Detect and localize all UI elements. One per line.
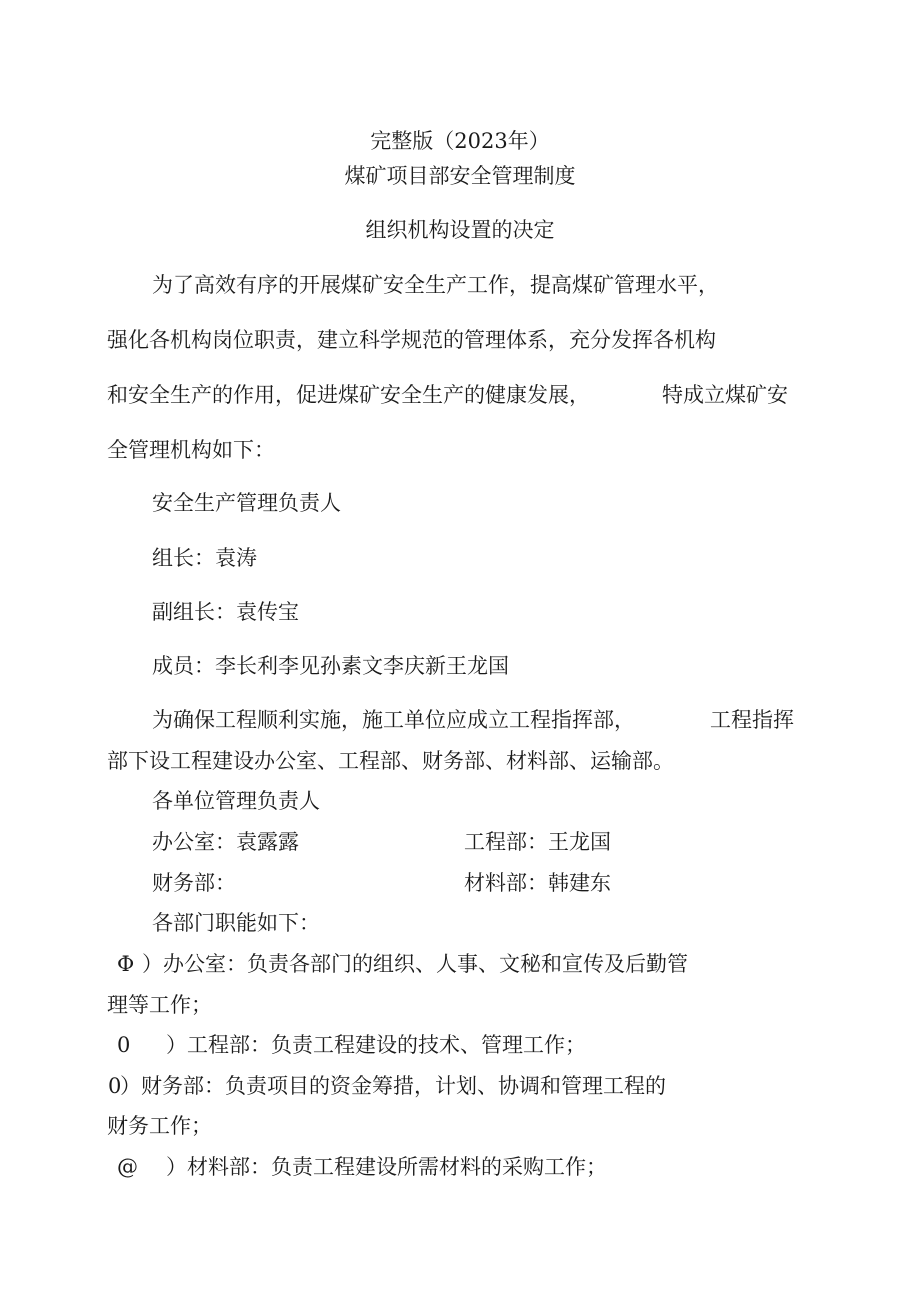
document-title: 组织机构设置的决定 <box>365 218 555 242</box>
function-item-2-marker: 0 <box>117 1033 131 1057</box>
function-item-3-marker: 0 <box>108 1074 122 1098</box>
unit-heads-heading: 各单位管理负责人 <box>152 789 320 813</box>
function-item-1-marker: Φ <box>117 952 135 976</box>
unit-head-engineering: 工程部：王龙国 <box>464 830 611 854</box>
safety-group-leader: 组长：袁涛 <box>152 546 257 570</box>
function-item-2-text: ）工程部：负责工程建设的技术、管理工作； <box>166 1033 586 1057</box>
function-item-4-marker: @ <box>117 1155 138 1179</box>
function-item-1-line-1: ）办公室：负责各部门的组织、人事、文秘和宣传及后勤管 <box>142 952 688 976</box>
function-item-3-line-2: 财务工作； <box>107 1114 212 1138</box>
safety-group-heading: 安全生产管理负责人 <box>152 491 341 515</box>
hq-line-1a: 为确保工程顺利实施，施工单位应成立工程指挥部， <box>152 708 635 732</box>
function-item-1-line-2: 理等工作； <box>107 993 212 1017</box>
hq-line-2: 部下设工程建设办公室、工程部、财务部、材料部、运输部。 <box>107 749 674 773</box>
intro-line-2: 强化各机构岗位职责，建立科学规范的管理体系，充分发挥各机构 <box>107 328 716 352</box>
functions-heading: 各部门职能如下： <box>152 911 320 935</box>
hq-line-1b: 工程指挥 <box>710 708 794 732</box>
function-item-3-line-1: ）财务部：负责项目的资金筹措，计划、协调和管理工程的 <box>120 1074 666 1098</box>
unit-head-materials: 材料部：韩建东 <box>464 871 611 895</box>
unit-head-office: 办公室：袁露露 <box>152 830 299 854</box>
function-item-4-text: ）材料部：负责工程建设所需材料的采购工作； <box>166 1155 607 1179</box>
header-title: 煤矿项目部安全管理制度 <box>344 164 576 188</box>
intro-line-3b: 特成立煤矿安 <box>662 383 788 407</box>
safety-group-deputy: 副组长：袁传宝 <box>152 600 299 624</box>
intro-line-1: 为了高效有序的开展煤矿安全生产工作，提高煤矿管理水平， <box>152 273 719 297</box>
unit-head-finance: 财务部： <box>152 871 236 895</box>
intro-line-4: 全管理机构如下： <box>107 438 275 462</box>
safety-group-members: 成员：李长利李见孙素文李庆新王龙国 <box>152 654 509 678</box>
header-edition: 完整版（2023年） <box>370 129 550 153</box>
intro-line-3a: 和安全生产的作用，促进煤矿安全生产的健康发展， <box>107 383 590 407</box>
